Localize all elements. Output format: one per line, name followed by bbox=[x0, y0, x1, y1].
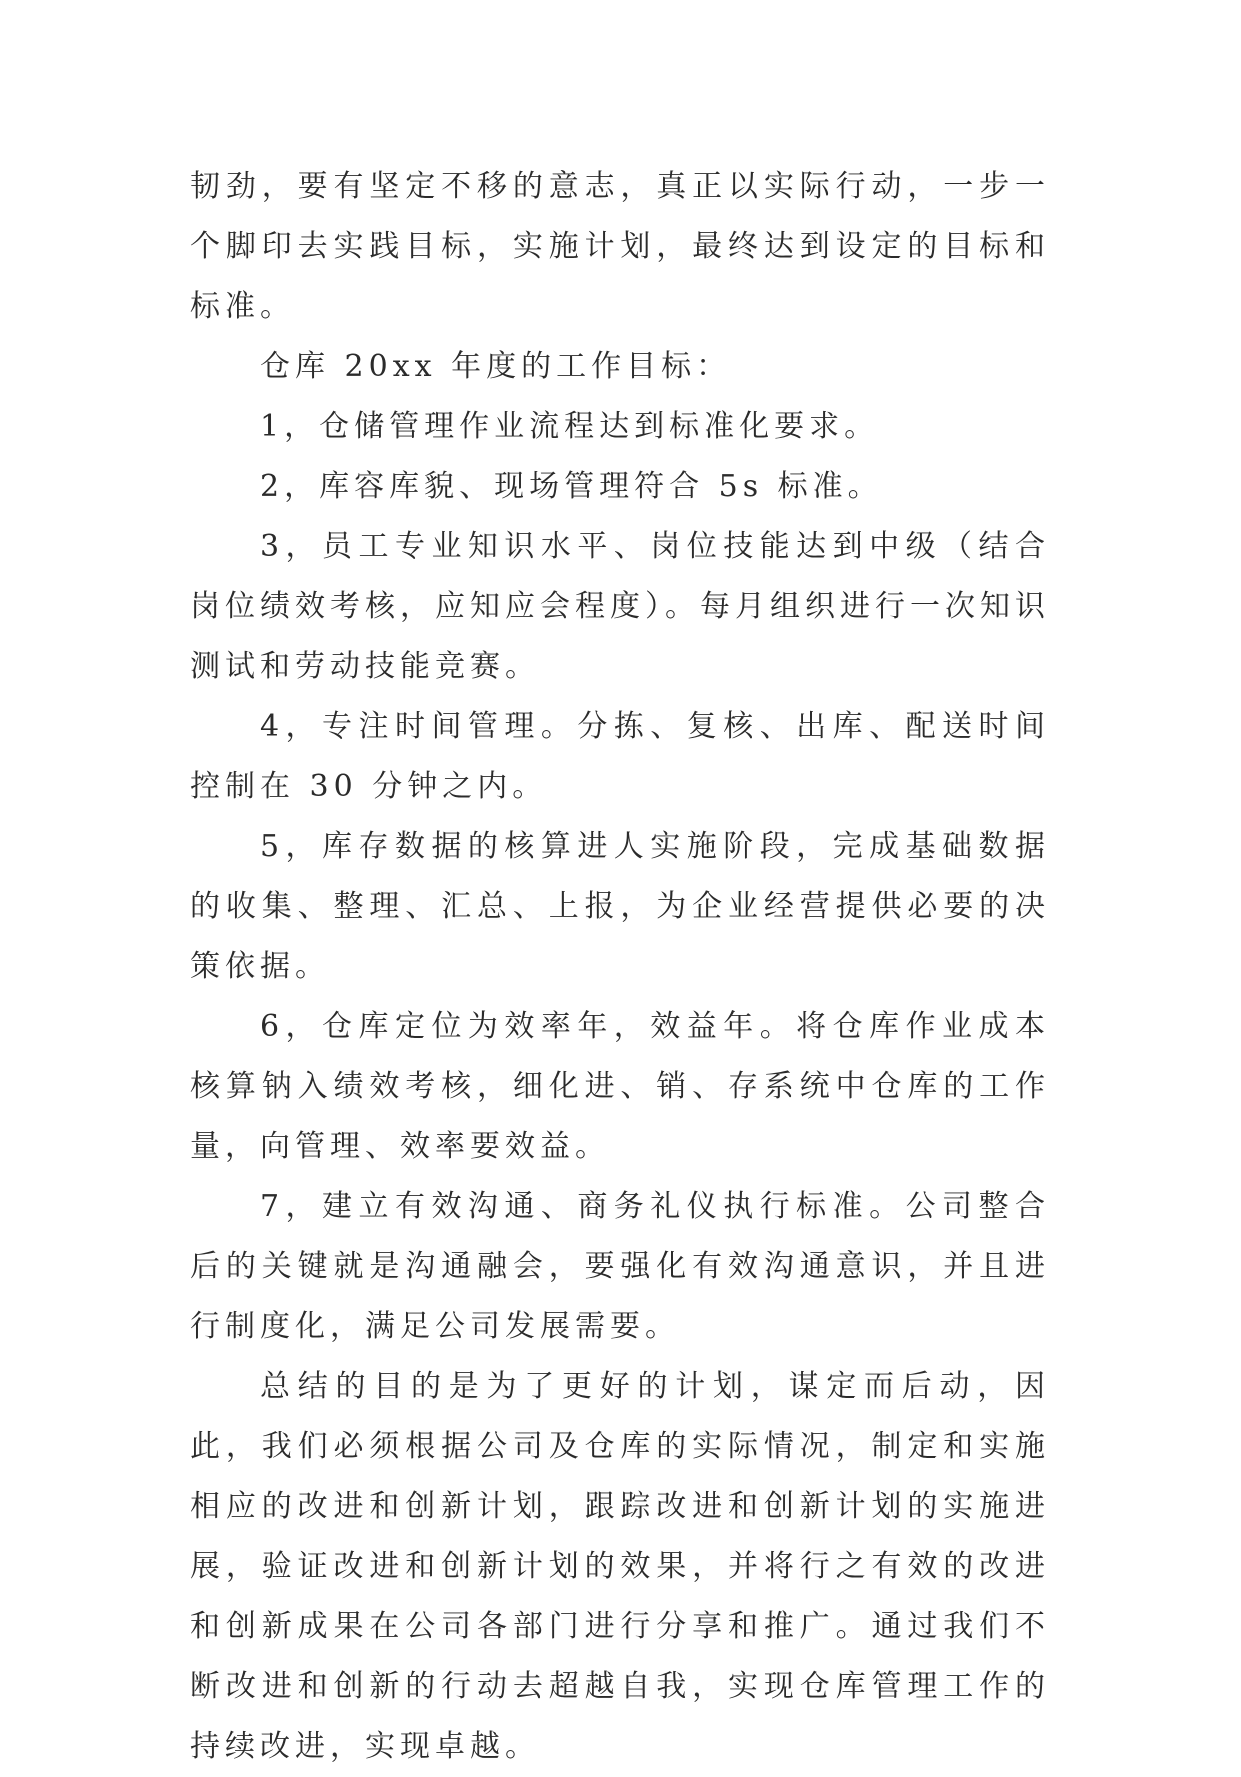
paragraph-goal-3: 3，员工专业知识水平、岗位技能达到中级（结合岗位绩效考核，应知应会程度）。每月组织进行一次知识测试和劳动技能竞赛。 bbox=[190, 529, 1050, 684]
paragraph-goal-2: 2，库容库貌、现场管理符合 5s 标准。 bbox=[260, 469, 883, 504]
paragraph-goal-6: 6，仓库定位为效率年，效益年。将仓库作业成本核算钠入绩效考核，细化进、销、存系统中仓库的工作量，向管理、效率要效益。 bbox=[190, 1009, 1050, 1164]
document-body bbox=[190, 157, 1050, 1777]
paragraph-conclusion: 总结的目的是为了更好的计划，谋定而后动，因此，我们必须根据公司及仓库的实际情况，制定和实施相应的改进和创新计划，跟踪改进和创新计划的实施进展，验证改进和创新计划的效果，并将行之有效的改进和创新成果在公司各部门进行分享和推广。通过我们不断改进和创新的行动去超越自我，实现仓库管理工作的持续改进，实现卓越。 bbox=[190, 1369, 1050, 1764]
paragraph-goal-4: 4，专注时间管理。分拣、复核、出库、配送时间控制在 30 分钟之内。 bbox=[190, 709, 1050, 804]
paragraph-goal-7: 7，建立有效沟通、商务礼仪执行标准。公司整合后的关键就是沟通融会，要强化有效沟通意识，并且进行制度化，满足公司发展需要。 bbox=[190, 1189, 1050, 1344]
paragraph-continuation: 韧劲，要有坚定不移的意志，真正以实际行动，一步一个脚印去实践目标，实施计划，最终达到设定的目标和标准。 bbox=[190, 169, 1050, 324]
paragraph-goals-heading: 仓库 20xx 年度的工作目标： bbox=[260, 349, 732, 384]
paragraph-goal-5: 5，库存数据的核算进人实施阶段，完成基础数据的收集、整理、汇总、上报，为企业经营提供必要的决策依据。 bbox=[190, 829, 1050, 984]
paragraph-goal-1: 1，仓储管理作业流程达到标准化要求。 bbox=[260, 409, 880, 444]
